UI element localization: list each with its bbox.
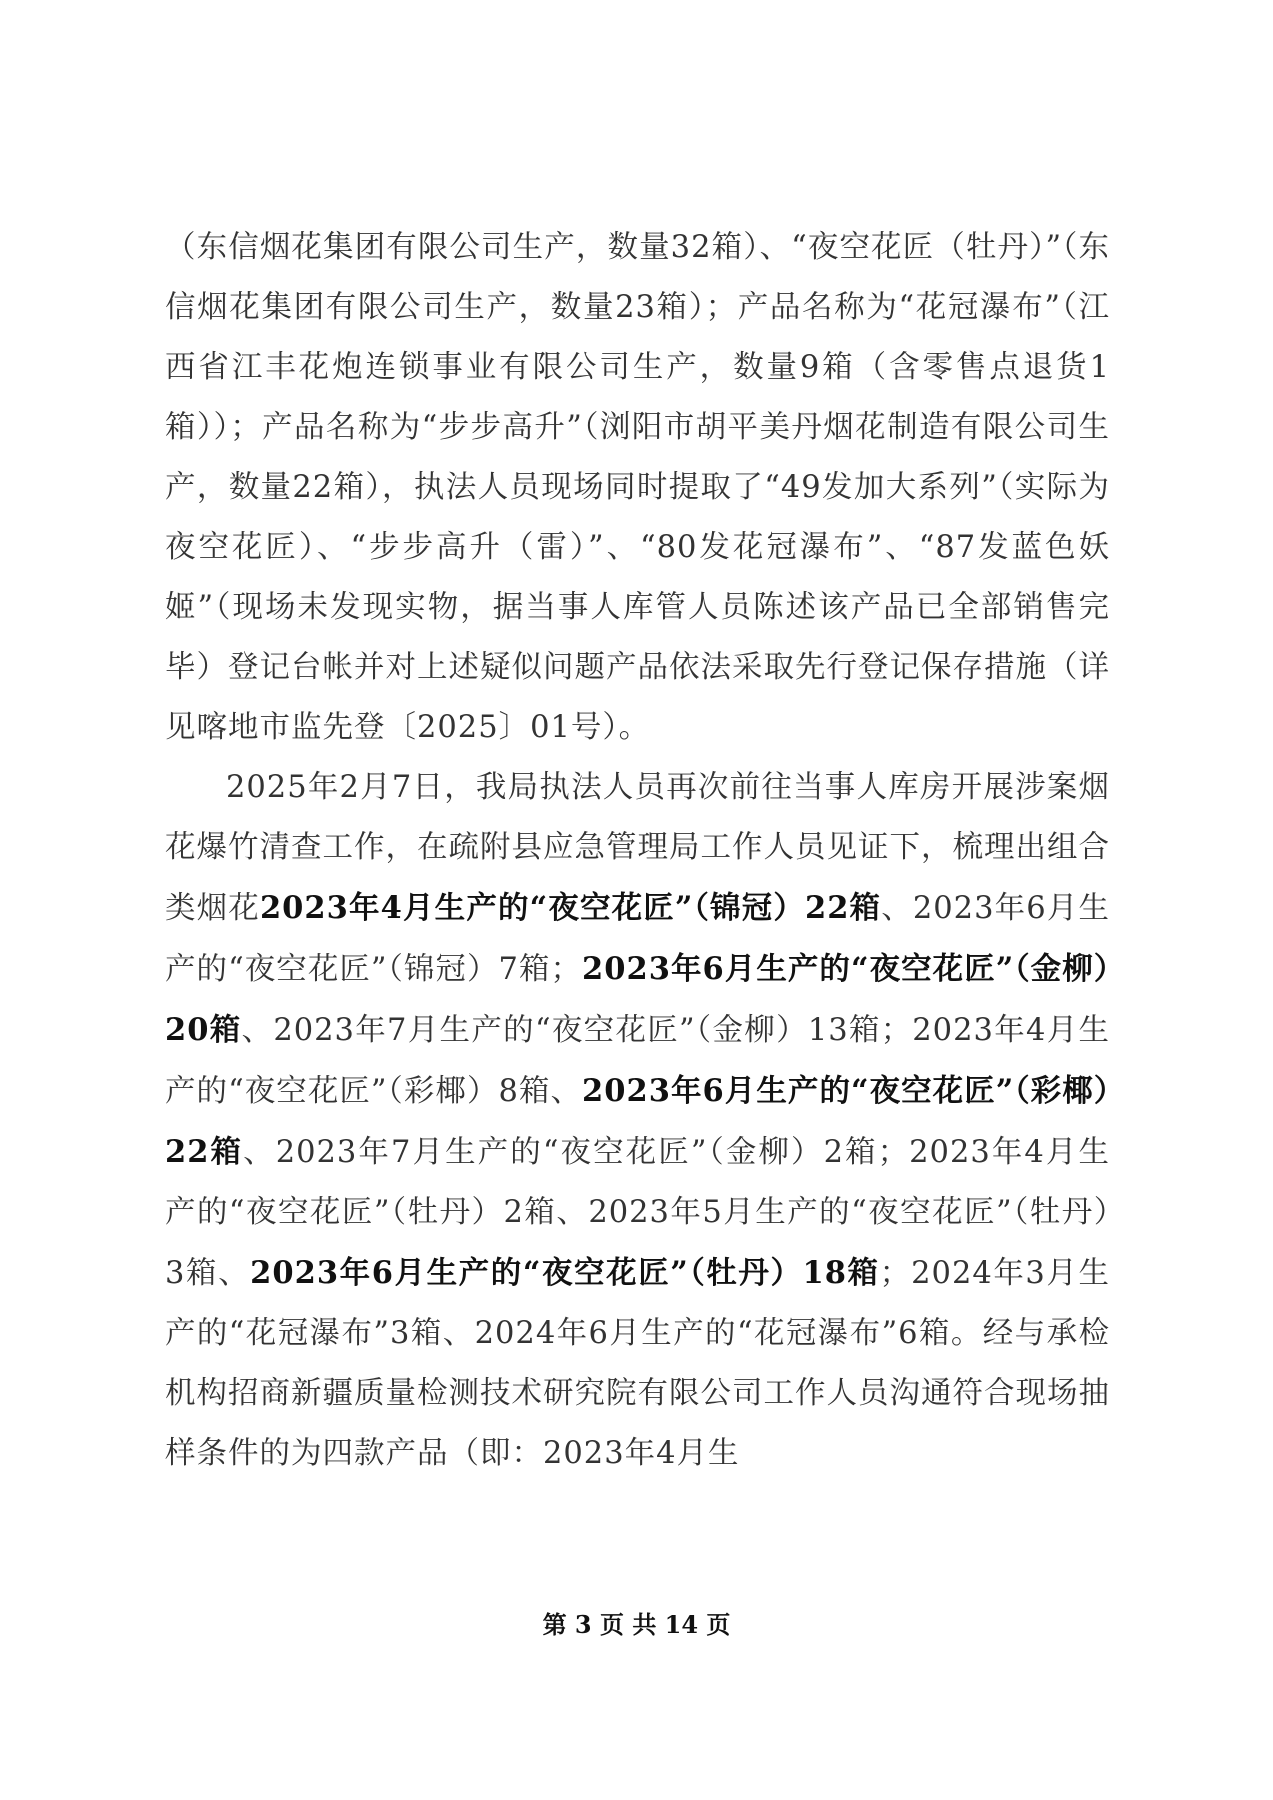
document-body xyxy=(165,218,1110,1484)
paragraph-2-text: ；2024年3月生产的“花冠瀑布”3箱、2024年6月生产的“花冠瀑布”6箱。经与承检机构招商新疆质量检测技术研究院有限公司工作人员沟通符合现场抽样条件的为四款产品（即：2023年4月生 xyxy=(165,1256,1110,1471)
paragraph-2-text: 、2023年7月生产的“夜空花匠”（金柳）2箱；2023年4月生产的“夜空花匠”（牡丹）2箱、2023年5月生产的“夜空花匠”（牡丹）3箱、 xyxy=(165,1135,1111,1291)
page-number-footer: 第 3 页 共 14 页 xyxy=(542,1610,731,1639)
bold-highlight-jinguan-22: 2023年4月生产的“夜空花匠”（锦冠）22箱 xyxy=(259,890,882,926)
paragraph-1 xyxy=(165,218,1110,758)
bold-highlight-caiye-22: 2023年6月生产的“夜空花匠”（彩椰）22箱 xyxy=(165,1073,1110,1170)
paragraph-2-text: 2025年2月7日，我局执法人员再次前往当事人库房开展涉案烟花爆竹清查工作，在疏附县应急管理局工作人员见证下，梳理出组合类烟花 xyxy=(165,770,1110,926)
paragraph-1-text: （东信烟花集团有限公司生产，数量32箱）、“夜空花匠（牡丹）”（东信烟花集团有限公司生产，数量23箱）；产品名称为“花冠瀑布”（江西省江丰花炮连锁事业有限公司生产，数量9箱（含零售点退货1箱））；产品名称为“步步高升”（浏阳市胡平美丹烟花制造有限公司生产，数量22箱），执法人员现场同时提取了“49发加大系列”（实际为夜空花匠）、“步步高升（雷）”、“80发花冠瀑布”、“87发蓝色妖姬”（现场未发现实物，据当事人库管人员陈述该产品已全部销售完毕）登记台帐并对上述疑似问题产品依法采取先行登记保存措施（详见喀地市监先登〔2025〕01号）。 xyxy=(165,230,1110,745)
paragraph-2-text: 、2023年7月生产的“夜空花匠”（金柳）13箱；2023年4月生产的“夜空花匠”（彩椰）8箱、 xyxy=(165,1013,1110,1109)
bold-highlight-mudan-18: 2023年6月生产的“夜空花匠”（牡丹）18箱 xyxy=(250,1255,880,1291)
paragraph-2-text: 、2023年6月生产的“夜空花匠”（锦冠）7箱； xyxy=(165,891,1110,987)
paragraph-2 xyxy=(165,758,1110,1484)
bold-highlight-jinliu-20: 2023年6月生产的“夜空花匠”（金柳）20箱 xyxy=(165,951,1111,1048)
